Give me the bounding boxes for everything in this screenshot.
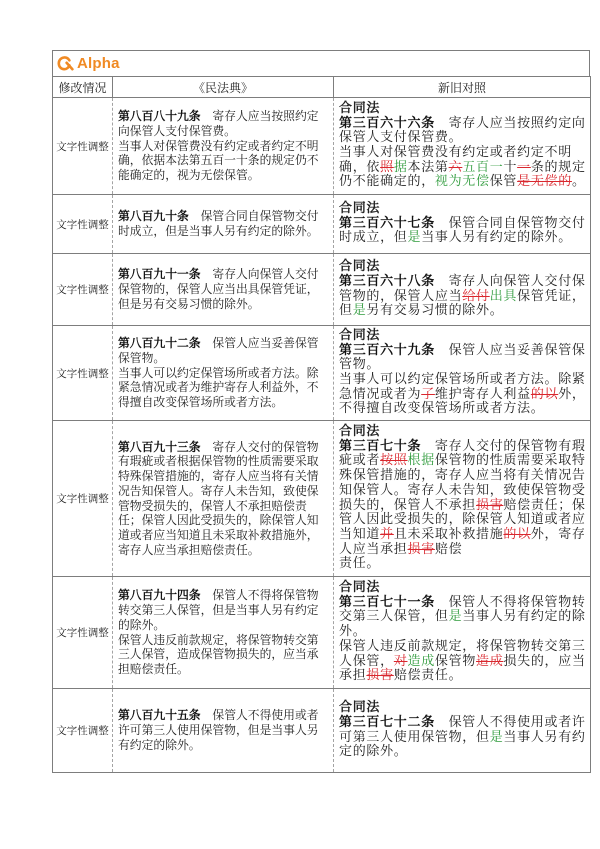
clause-text: 外，寄存人应当承担 bbox=[339, 526, 586, 557]
table-row bbox=[53, 577, 591, 689]
clause-paragraph bbox=[339, 440, 587, 558]
civil-code-cell bbox=[113, 577, 334, 689]
clause-text: 保管物的性质需要采取特殊保管措施的，寄存人应当将有关情况告知保管人。寄存人未告知，致使保管物受损失的，保管人不承担 bbox=[339, 453, 586, 513]
inserted-text: 五百一 bbox=[462, 159, 504, 175]
clause-paragraph bbox=[339, 373, 587, 417]
clause-text: 责任。 bbox=[339, 556, 381, 572]
change-type-label: 文字性调整 bbox=[56, 493, 109, 505]
table-header-row bbox=[53, 77, 591, 98]
header-change-type: 修改情况 bbox=[53, 77, 113, 98]
article-number: 第八百九十五条 bbox=[118, 708, 201, 723]
change-type-label: 文字性调整 bbox=[56, 725, 109, 737]
clause-text: 保管 bbox=[489, 174, 518, 190]
clause-text: 赔偿 bbox=[434, 541, 463, 557]
clause-paragraph bbox=[339, 146, 587, 190]
clause-paragraph bbox=[339, 344, 587, 373]
header-comparison: 新旧对照 bbox=[334, 77, 591, 98]
table-row bbox=[53, 254, 591, 326]
change-type-cell bbox=[53, 326, 113, 421]
article-number: 第三百七十条 bbox=[339, 438, 422, 454]
source-law-label: 合同法 bbox=[339, 100, 381, 116]
change-type-label: 文字性调整 bbox=[56, 218, 109, 231]
inserted-text: 是 bbox=[489, 729, 504, 745]
inserted-text: 出具 bbox=[489, 288, 518, 304]
comparison-cell bbox=[334, 98, 591, 195]
deleted-text: 了 bbox=[421, 386, 435, 402]
clause-text: 保管合同自保管物交付时成立，但 bbox=[339, 215, 586, 246]
comparison-cell bbox=[334, 577, 591, 689]
deleted-text: 并 bbox=[380, 526, 394, 542]
deleted-text: 六 bbox=[448, 159, 463, 175]
change-type-cell bbox=[53, 98, 113, 195]
comparison-cell bbox=[334, 421, 591, 577]
table-row bbox=[53, 195, 591, 254]
clause-text: 另有交易习惯的除外。 bbox=[366, 303, 504, 319]
inserted-text: 是 bbox=[448, 609, 463, 625]
clause-text: 保管人不得使用或者许可第三人使用保管物，但 bbox=[339, 714, 586, 745]
article-number: 第八百九十三条 bbox=[118, 439, 201, 454]
alpha-logo-icon bbox=[57, 56, 74, 71]
clause-paragraph bbox=[118, 267, 330, 311]
deleted-text: 损害 bbox=[407, 541, 435, 557]
source-law-label: 合同法 bbox=[339, 580, 381, 596]
clause-paragraph bbox=[339, 557, 587, 572]
table-row bbox=[53, 689, 591, 773]
clause-text: 外，不得擅自改变保管场所或者方法。 bbox=[339, 386, 586, 417]
clause-text: 保管人不得使用或者许可第三人使用保管物，但是当事人另有约定的除外。 bbox=[118, 708, 319, 752]
clause-paragraph bbox=[118, 336, 330, 365]
clause-paragraph bbox=[118, 109, 330, 138]
comparison-table bbox=[52, 76, 591, 773]
clause-text: 保管人应当妥善保管保管物。 bbox=[118, 336, 319, 365]
clause-text: 当事人可以约定保管场所或者方法。除紧急情况或者为 bbox=[339, 372, 586, 402]
clause-paragraph bbox=[339, 596, 587, 640]
clause-text: 条的规定仍不能确定的， bbox=[339, 159, 586, 190]
inserted-text: 视为无偿 bbox=[434, 174, 490, 190]
article-number: 第八百九十条 bbox=[118, 209, 189, 224]
inserted-text: 是 bbox=[352, 303, 367, 319]
article-number: 第八百九十一条 bbox=[118, 267, 201, 282]
clause-text: 当事人另有约定的除外。 bbox=[339, 729, 586, 760]
table-row bbox=[53, 326, 591, 421]
change-type-cell bbox=[53, 577, 113, 689]
clause-text: 保管合同自保管物交付时成立，但是当事人另有约定的除外。 bbox=[118, 209, 319, 238]
clause-text: 维护寄存人利益 bbox=[434, 386, 531, 402]
article-number: 第三百六十九条 bbox=[339, 342, 435, 358]
deleted-text: 的以 bbox=[503, 526, 531, 542]
change-type-cell bbox=[53, 195, 113, 254]
comparison-cell bbox=[334, 689, 591, 773]
clause-text: 当事人对保管费没有约定或者约定不明确，依据本法第五百一十条的规定仍不能确定的，视为无偿保管。 bbox=[118, 138, 319, 183]
civil-code-cell bbox=[113, 98, 334, 195]
clause-paragraph bbox=[339, 117, 587, 146]
source-law-label: 合同法 bbox=[339, 327, 381, 343]
clause-text: 寄存人应当按照约定向保管人支付保管费。 bbox=[339, 115, 586, 146]
civil-code-cell bbox=[113, 689, 334, 773]
clause-text: 保管人违反前款规定，将保管物转交第三人保管， bbox=[339, 638, 586, 669]
clause-text: 当事人另有约定的除外。 bbox=[421, 230, 572, 246]
inserted-text: 根据 bbox=[407, 453, 435, 469]
clause-paragraph bbox=[339, 640, 587, 684]
clause-text: 寄存人向保管人交付保管物的，保管人应当 bbox=[339, 273, 586, 304]
clause-text: 寄存人向保管人交付保管物的，保管人应当出具保管凭证，但是另有交易习惯的除外。 bbox=[118, 267, 319, 311]
deleted-text: 照 bbox=[380, 159, 394, 175]
change-type-label: 文字性调整 bbox=[56, 140, 109, 153]
clause-paragraph bbox=[118, 633, 330, 677]
clause-paragraph bbox=[339, 217, 587, 246]
clause-text: 寄存人交付的保管物有瑕疵或者根据保管物的性质需要采取特殊保管措施的，寄存人应当将有关情况告知保管人。寄存人未告知，致使保管物受损失的，保管人不承担赔偿责任；保管人因此受损失的，除保管人知道或者应当知道且未采取补救措施外，寄存人应当承担赔偿责任。 bbox=[118, 439, 319, 557]
comparison-cell bbox=[334, 326, 591, 421]
clause-text: 当事人可以约定保管场所或者方法。除紧急情况或者为维护寄存人利益外，不得擅自改变保管场所或者方法。 bbox=[118, 365, 319, 410]
deleted-text: 的以 bbox=[530, 386, 559, 402]
table-body bbox=[53, 98, 591, 773]
clause-paragraph bbox=[118, 209, 330, 238]
comparison-cell bbox=[334, 195, 591, 254]
clause-text: 赔偿责任。 bbox=[393, 668, 463, 684]
header-civil-code: 《民法典》 bbox=[113, 77, 334, 98]
clause-paragraph bbox=[118, 708, 330, 752]
deleted-text: 给付 bbox=[462, 288, 490, 304]
brand-header bbox=[52, 50, 590, 76]
clause-text: 保管人不得将保管物转交第三人保管，但 bbox=[339, 594, 586, 625]
clause-text: 十 bbox=[503, 159, 518, 175]
clause-text: 当事人对保管费没有约定或者约定不明确，依 bbox=[339, 145, 572, 175]
civil-code-cell bbox=[113, 326, 334, 421]
inserted-text: 据 bbox=[393, 159, 408, 175]
deleted-text: 对 bbox=[393, 653, 408, 669]
clause-text: 寄存人应当按照约定向保管人支付保管费。 bbox=[118, 109, 319, 138]
deleted-text: 一 bbox=[517, 159, 531, 175]
comparison-document bbox=[52, 50, 590, 773]
change-type-label: 文字性调整 bbox=[56, 627, 109, 639]
clause-text: 。 bbox=[571, 174, 586, 190]
clause-text: 保管人违反前款规定，将保管物转交第三人保管，造成保管物损失的，应当承担赔偿责任。 bbox=[118, 632, 319, 676]
brand-name: Alpha bbox=[77, 55, 120, 72]
clause-text: 保管人应当妥善保管保管物。 bbox=[339, 342, 586, 373]
inserted-text: 是 bbox=[407, 230, 422, 246]
civil-code-cell bbox=[113, 421, 334, 577]
article-number: 第三百七十一条 bbox=[339, 594, 435, 610]
deleted-text: 损害 bbox=[366, 668, 394, 684]
article-number: 第三百六十八条 bbox=[339, 273, 435, 289]
change-type-cell bbox=[53, 421, 113, 577]
article-number: 第八百九十四条 bbox=[118, 588, 201, 603]
deleted-text: 造成 bbox=[476, 653, 504, 669]
clause-text: 赔偿责任；保管人因此受损失的，除保管人知道或者应当知道 bbox=[339, 497, 586, 542]
clause-paragraph bbox=[118, 588, 330, 632]
clause-text: 保管物 bbox=[434, 653, 477, 669]
source-law-label: 合同法 bbox=[339, 200, 381, 216]
civil-code-cell bbox=[113, 254, 334, 326]
change-type-label: 文字性调整 bbox=[56, 367, 109, 380]
change-type-cell bbox=[53, 254, 113, 326]
clause-paragraph bbox=[118, 139, 330, 183]
comparison-cell bbox=[334, 254, 591, 326]
change-type-cell bbox=[53, 689, 113, 773]
source-law-label: 合同法 bbox=[339, 423, 381, 439]
clause-paragraph bbox=[339, 275, 587, 319]
article-number: 第八百九十二条 bbox=[118, 336, 201, 351]
article-number: 第八百八十九条 bbox=[118, 109, 201, 124]
article-number: 第三百六十七条 bbox=[339, 215, 435, 231]
clause-paragraph bbox=[118, 366, 330, 410]
clause-text: 保管凭证，但 bbox=[339, 288, 586, 319]
deleted-text: 是无偿的 bbox=[517, 174, 572, 190]
clause-text: 损失的，应当承担 bbox=[339, 653, 586, 684]
deleted-text: 按照 bbox=[380, 453, 408, 469]
article-number: 第三百七十二条 bbox=[339, 714, 435, 730]
clause-text: 保管人不得将保管物转交第三人保管，但是当事人另有约定的除外。 bbox=[118, 588, 319, 632]
article-number: 第三百六十六条 bbox=[339, 115, 435, 131]
inserted-text: 造成 bbox=[407, 653, 435, 669]
civil-code-cell bbox=[113, 195, 334, 254]
clause-paragraph bbox=[118, 440, 330, 558]
source-law-label: 合同法 bbox=[339, 259, 381, 275]
clause-text: 且未采取补救措施 bbox=[393, 526, 504, 542]
table-row bbox=[53, 98, 591, 195]
clause-paragraph bbox=[339, 716, 587, 760]
clause-text: 当事人另有约定的除外。 bbox=[339, 609, 586, 640]
clause-text: 寄存人交付的保管物有瑕疵或者 bbox=[339, 438, 586, 469]
deleted-text: 损害 bbox=[476, 497, 504, 513]
clause-text: 本法第 bbox=[407, 159, 449, 175]
source-law-label: 合同法 bbox=[339, 700, 381, 716]
change-type-label: 文字性调整 bbox=[56, 284, 109, 296]
table-row bbox=[53, 421, 591, 577]
